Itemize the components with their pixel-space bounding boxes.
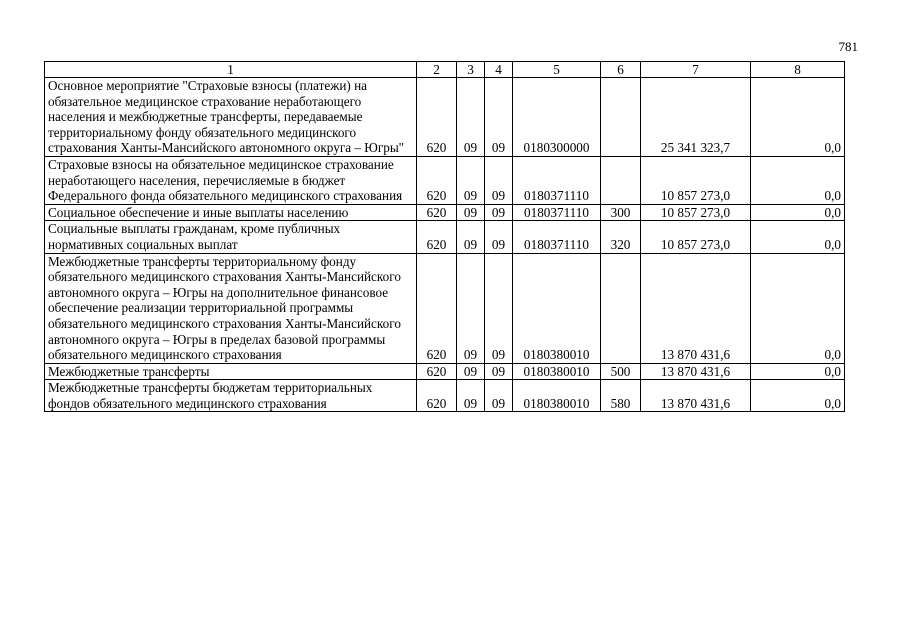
cell-target-article: 0180300000 [513, 78, 601, 157]
cell-amount-2: 0,0 [751, 156, 845, 204]
cell-expense-type [601, 253, 641, 363]
row-name: Межбюджетные трансферты территориальному фонду обязательного медицинского страхования Ханты-Мансийского автономного округа – Югры на дополнительное финансовое обеспечение реализации территориальной программы обязательного медицинского страхования Ханты-Мансийского автономного округа – Югры в пределах базовой программы обязательного медицинского страхования [45, 253, 417, 363]
cell-ministry: 620 [417, 78, 457, 157]
cell-target-article: 0180371110 [513, 156, 601, 204]
cell-target-article: 0180371110 [513, 221, 601, 253]
table-row [45, 363, 845, 380]
cell-amount: 10 857 273,0 [641, 221, 751, 253]
header-col-1: 1 [45, 62, 417, 78]
page-number: 781 [838, 39, 858, 54]
table-row [45, 221, 845, 253]
cell-section: 09 [457, 380, 485, 412]
cell-amount-2: 0,0 [751, 380, 845, 412]
row-name: Страховые взносы на обязательное медицинское страхование неработающего населения, перечисляемые в бюджет Федерального фонда обязательного медицинского страхования [45, 156, 417, 204]
header-col-4: 4 [485, 62, 513, 78]
table-row [45, 156, 845, 204]
cell-section: 09 [457, 156, 485, 204]
budget-table [44, 61, 845, 412]
cell-expense-type: 300 [601, 204, 641, 221]
cell-amount: 13 870 431,6 [641, 363, 751, 380]
header-col-3: 3 [457, 62, 485, 78]
cell-target-article: 0180371110 [513, 204, 601, 221]
cell-target-article: 0180380010 [513, 253, 601, 363]
header-col-7: 7 [641, 62, 751, 78]
cell-subsection: 09 [485, 204, 513, 221]
cell-amount: 10 857 273,0 [641, 204, 751, 221]
cell-ministry: 620 [417, 221, 457, 253]
cell-expense-type: 320 [601, 221, 641, 253]
row-name: Межбюджетные трансферты [45, 363, 417, 380]
table-row [45, 380, 845, 412]
cell-subsection: 09 [485, 363, 513, 380]
cell-amount-2: 0,0 [751, 253, 845, 363]
cell-ministry: 620 [417, 363, 457, 380]
cell-expense-type [601, 156, 641, 204]
cell-amount-2: 0,0 [751, 363, 845, 380]
cell-ministry: 620 [417, 380, 457, 412]
row-name: Межбюджетные трансферты бюджетам территориальных фондов обязательного медицинского страхования [45, 380, 417, 412]
table-row [45, 253, 845, 363]
cell-ministry: 620 [417, 156, 457, 204]
cell-subsection: 09 [485, 380, 513, 412]
cell-ministry: 620 [417, 204, 457, 221]
cell-amount: 10 857 273,0 [641, 156, 751, 204]
cell-amount: 25 341 323,7 [641, 78, 751, 157]
cell-expense-type: 580 [601, 380, 641, 412]
cell-amount-2: 0,0 [751, 78, 845, 157]
cell-amount-2: 0,0 [751, 204, 845, 221]
cell-section: 09 [457, 204, 485, 221]
cell-section: 09 [457, 363, 485, 380]
cell-amount-2: 0,0 [751, 221, 845, 253]
cell-ministry: 620 [417, 253, 457, 363]
cell-subsection: 09 [485, 221, 513, 253]
cell-target-article: 0180380010 [513, 380, 601, 412]
row-name: Социальное обеспечение и иные выплаты населению [45, 204, 417, 221]
cell-subsection: 09 [485, 78, 513, 157]
cell-subsection: 09 [485, 156, 513, 204]
cell-section: 09 [457, 78, 485, 157]
cell-subsection: 09 [485, 253, 513, 363]
cell-expense-type: 500 [601, 363, 641, 380]
header-col-8: 8 [751, 62, 845, 78]
cell-section: 09 [457, 221, 485, 253]
header-col-2: 2 [417, 62, 457, 78]
row-name: Основное мероприятие "Страховые взносы (платежи) на обязательное медицинское страхование неработающего населения и межбюджетные трансферты, передаваемые территориальному фонду обязательного медицинского страхования Ханты-Мансийского автономного округа – Югры" [45, 78, 417, 157]
table-row [45, 204, 845, 221]
cell-section: 09 [457, 253, 485, 363]
cell-amount: 13 870 431,6 [641, 380, 751, 412]
table-row [45, 78, 845, 157]
cell-amount: 13 870 431,6 [641, 253, 751, 363]
header-col-5: 5 [513, 62, 601, 78]
header-row [45, 62, 845, 78]
row-name: Социальные выплаты гражданам, кроме публичных нормативных социальных выплат [45, 221, 417, 253]
header-col-6: 6 [601, 62, 641, 78]
cell-target-article: 0180380010 [513, 363, 601, 380]
cell-expense-type [601, 78, 641, 157]
